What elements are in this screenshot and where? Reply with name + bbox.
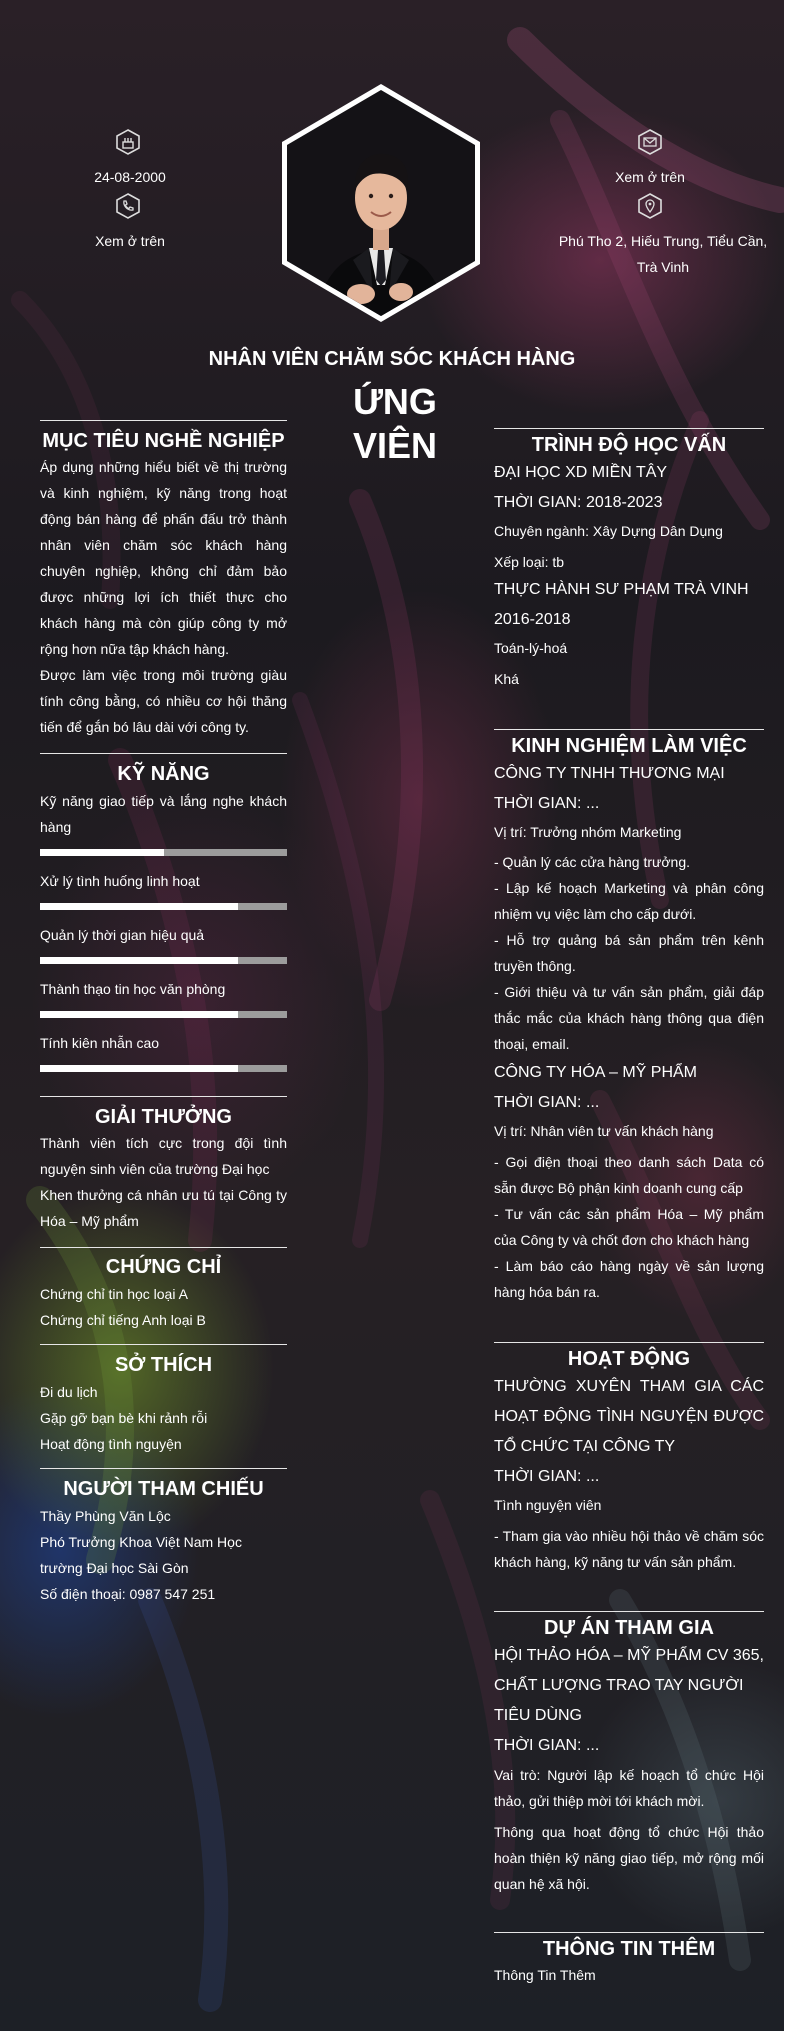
avatar [273,80,489,326]
school-major: Chuyên ngành: Xây Dựng Dân Dụng [494,523,723,539]
project-heading: HỘI THẢO HÓA – MỸ PHẨM CV 365, CHẤT LƯỢNG TRAO TAY NGƯỜI TIÊU DÙNG [494,1647,764,1724]
hobby-item: Hoạt động tình nguyện [40,1436,182,1452]
section-title-skills: KỸ NĂNG [117,763,210,785]
school-name: ĐẠI HỌC XD MIỀN TÂY [494,464,668,481]
school-time: THỜI GIAN: 2018-2023 [494,494,663,511]
skill-bar-fill [40,957,238,964]
divider [494,729,764,730]
job-role: Vị trí: Nhân viên tư vấn khách hàng [494,1123,714,1139]
skill-name-5: Tính kiên nhẫn cao [40,1035,160,1051]
reference-line: Số điện thoại: 0987 547 251 [40,1586,216,1602]
cert-item: Chứng chỉ tiếng Anh loại B [40,1312,206,1328]
job-duty: - Giới thiệu và tư vấn sản phẩm, giải đáp thắc mắc của khách hàng thông qua điện thoại, email. [494,984,764,1052]
hobby-item: Đi du lịch [40,1384,98,1400]
job-duty: - Quản lý các cửa hàng trưởng. [494,854,691,870]
skill-bar-3 [40,957,287,964]
school-rank: Xếp loại: tb [494,554,565,570]
objective-text-2: Được làm việc trong môi trường giàu tính công bằng, có nhiều cơ hội thăng tiến để gắn bó lâu dài với công ty. [40,667,287,735]
divider [40,753,287,754]
job-title: NHÂN VIÊN CHĂM SÓC KHÁCH HÀNG [208,348,576,370]
section-title-extra: THÔNG TIN THÊM [542,1938,716,1960]
school-time: 2016-2018 [494,611,571,628]
section-title-projects: DỰ ÁN THAM GIA [544,1617,714,1639]
skill-name-4: Thành thạo tin học văn phòng [40,981,226,997]
reference-line: Thầy Phùng Văn Lộc [40,1508,171,1524]
job-time: THỜI GIAN: ... [494,1094,600,1111]
section-title-experience: KINH NGHIỆM LÀM VIỆC [511,735,747,757]
skill-bar-2 [40,903,287,910]
job-duty: - Tư vấn các sản phẩm Hóa – Mỹ phẩm của Công ty và chốt đơn cho khách hàng [494,1206,764,1248]
activity-role: Tình nguyện viên [494,1497,602,1513]
birthday-cake-icon [115,129,141,155]
section-title-objective: MỤC TIÊU NGHỀ NGHIỆP [42,430,285,452]
skill-bar-4 [40,1011,287,1018]
email-value: Xem ở trên [615,169,685,185]
job-time: THỜI GIAN: ... [494,795,600,812]
phone-icon [115,193,141,219]
job-role: Vị trí: Trưởng nhóm Marketing [494,824,682,840]
candidate-name-line1: ỨNG [353,381,437,422]
section-title-references: NGƯỜI THAM CHIẾU [63,1478,264,1500]
project-time: THỜI GIAN: ... [494,1737,600,1754]
skill-bar-fill [40,849,164,856]
skill-name-1: Kỹ năng giao tiếp và lắng nghe khách hàng [40,793,287,835]
company-name: CÔNG TY HÓA – MỸ PHẨM [494,1064,698,1081]
section-title-certs: CHỨNG CHỈ [105,1256,222,1278]
phone-value: Xem ở trên [95,233,165,249]
divider [494,428,764,429]
reference-line: Phó Trưởng Khoa Việt Nam Học trường Đại học Sài Gòn [40,1534,242,1576]
objective-text-1: Áp dụng những hiểu biết về thị trường và kinh nghiệm, kỹ năng trong hoạt động bán hàng để phấn đấu trở thành nhân viên chăm sóc khách hàng chuyên nghiệp, không chỉ đảm bảo được những lợi ích thiết thực cho khách hàng mà còn giúp công ty mở rộng hơn nữa tập khách hàng. [40,459,287,657]
activity-time: THỜI GIAN: ... [494,1468,600,1485]
divider [40,420,287,421]
divider [40,1247,287,1248]
divider [40,1468,287,1469]
project-desc: Thông qua hoạt động tổ chức Hội thảo hoàn thiện kỹ năng giao tiếp, mở rộng mối quan hệ xã hội. [494,1824,764,1892]
school-major: Toán-lý-hoá [494,640,568,656]
activity-heading: THƯỜNG XUYÊN THAM GIA CÁC HOẠT ĐỘNG TÌNH NGUYỆN ĐƯỢC TỔ CHỨC TẠI CÔNG TY [494,1378,764,1455]
award-1: Thành viên tích cực trong đội tình nguyện sinh viên của trường Đại học [40,1135,287,1177]
skill-bar-1 [40,849,287,856]
skill-bar-fill [40,1011,238,1018]
school-name: THỰC HÀNH SƯ PHẠM TRÀ VINH [494,581,749,598]
envelope-icon [637,129,663,155]
divider [40,1096,287,1097]
skill-bar-fill [40,1065,238,1072]
section-title-awards: GIẢI THƯỞNG [95,1106,232,1128]
skill-name-2: Xử lý tình huống linh hoạt [40,873,200,889]
location-pin-icon [637,193,663,219]
activity-desc: - Tham gia vào nhiều hội thảo về chăm sóc khách hàng, kỹ năng tư vấn sản phẩm. [494,1528,764,1570]
section-title-education: TRÌNH ĐỘ HỌC VẤN [531,434,727,456]
section-title-activities: HOẠT ĐỘNG [567,1348,691,1370]
skill-bar-fill [40,903,238,910]
divider [494,1342,764,1343]
divider [494,1611,764,1612]
skill-bar-5 [40,1065,287,1072]
divider [40,1344,287,1345]
extra-info: Thông Tin Thêm [494,1967,596,1983]
award-2: Khen thưởng cá nhân ưu tú tại Công ty Hóa – Mỹ phẩm [40,1187,287,1229]
job-duty: - Hỗ trợ quảng bá sản phẩm trên kênh truyền thông. [494,932,764,974]
section-title-hobbies: SỞ THÍCH [114,1354,213,1376]
skill-name-3: Quản lý thời gian hiệu quả [40,927,205,943]
project-role: Vai trò: Người lập kế hoạch tổ chức Hội thảo, gửi thiệp mời tới khách mời. [494,1767,764,1809]
birthdate: 24-08-2000 [94,169,166,185]
job-duty: - Làm báo cáo hàng ngày về sản lượng hàng hóa bán ra. [494,1258,764,1300]
address-value: Phú Tho 2, Hiếu Trung, Tiểu Cần, Trà Vinh [558,233,768,275]
company-name: CÔNG TY TNHH THƯƠNG MẠI [494,765,725,782]
divider [494,1932,764,1933]
cert-item: Chứng chỉ tin học loại A [40,1286,188,1302]
hobby-item: Gặp gỡ bạn bè khi rảnh rỗi [40,1410,208,1426]
job-duty: - Gọi điện thoại theo danh sách Data có sẵn được Bộ phận kinh doanh cung cấp [494,1154,764,1196]
candidate-name-line2: VIÊN [352,425,438,466]
job-duty: - Lập kế hoạch Marketing và phân công nhiệm vụ việc làm cho cấp dưới. [494,880,764,922]
school-rank: Khá [494,671,519,687]
